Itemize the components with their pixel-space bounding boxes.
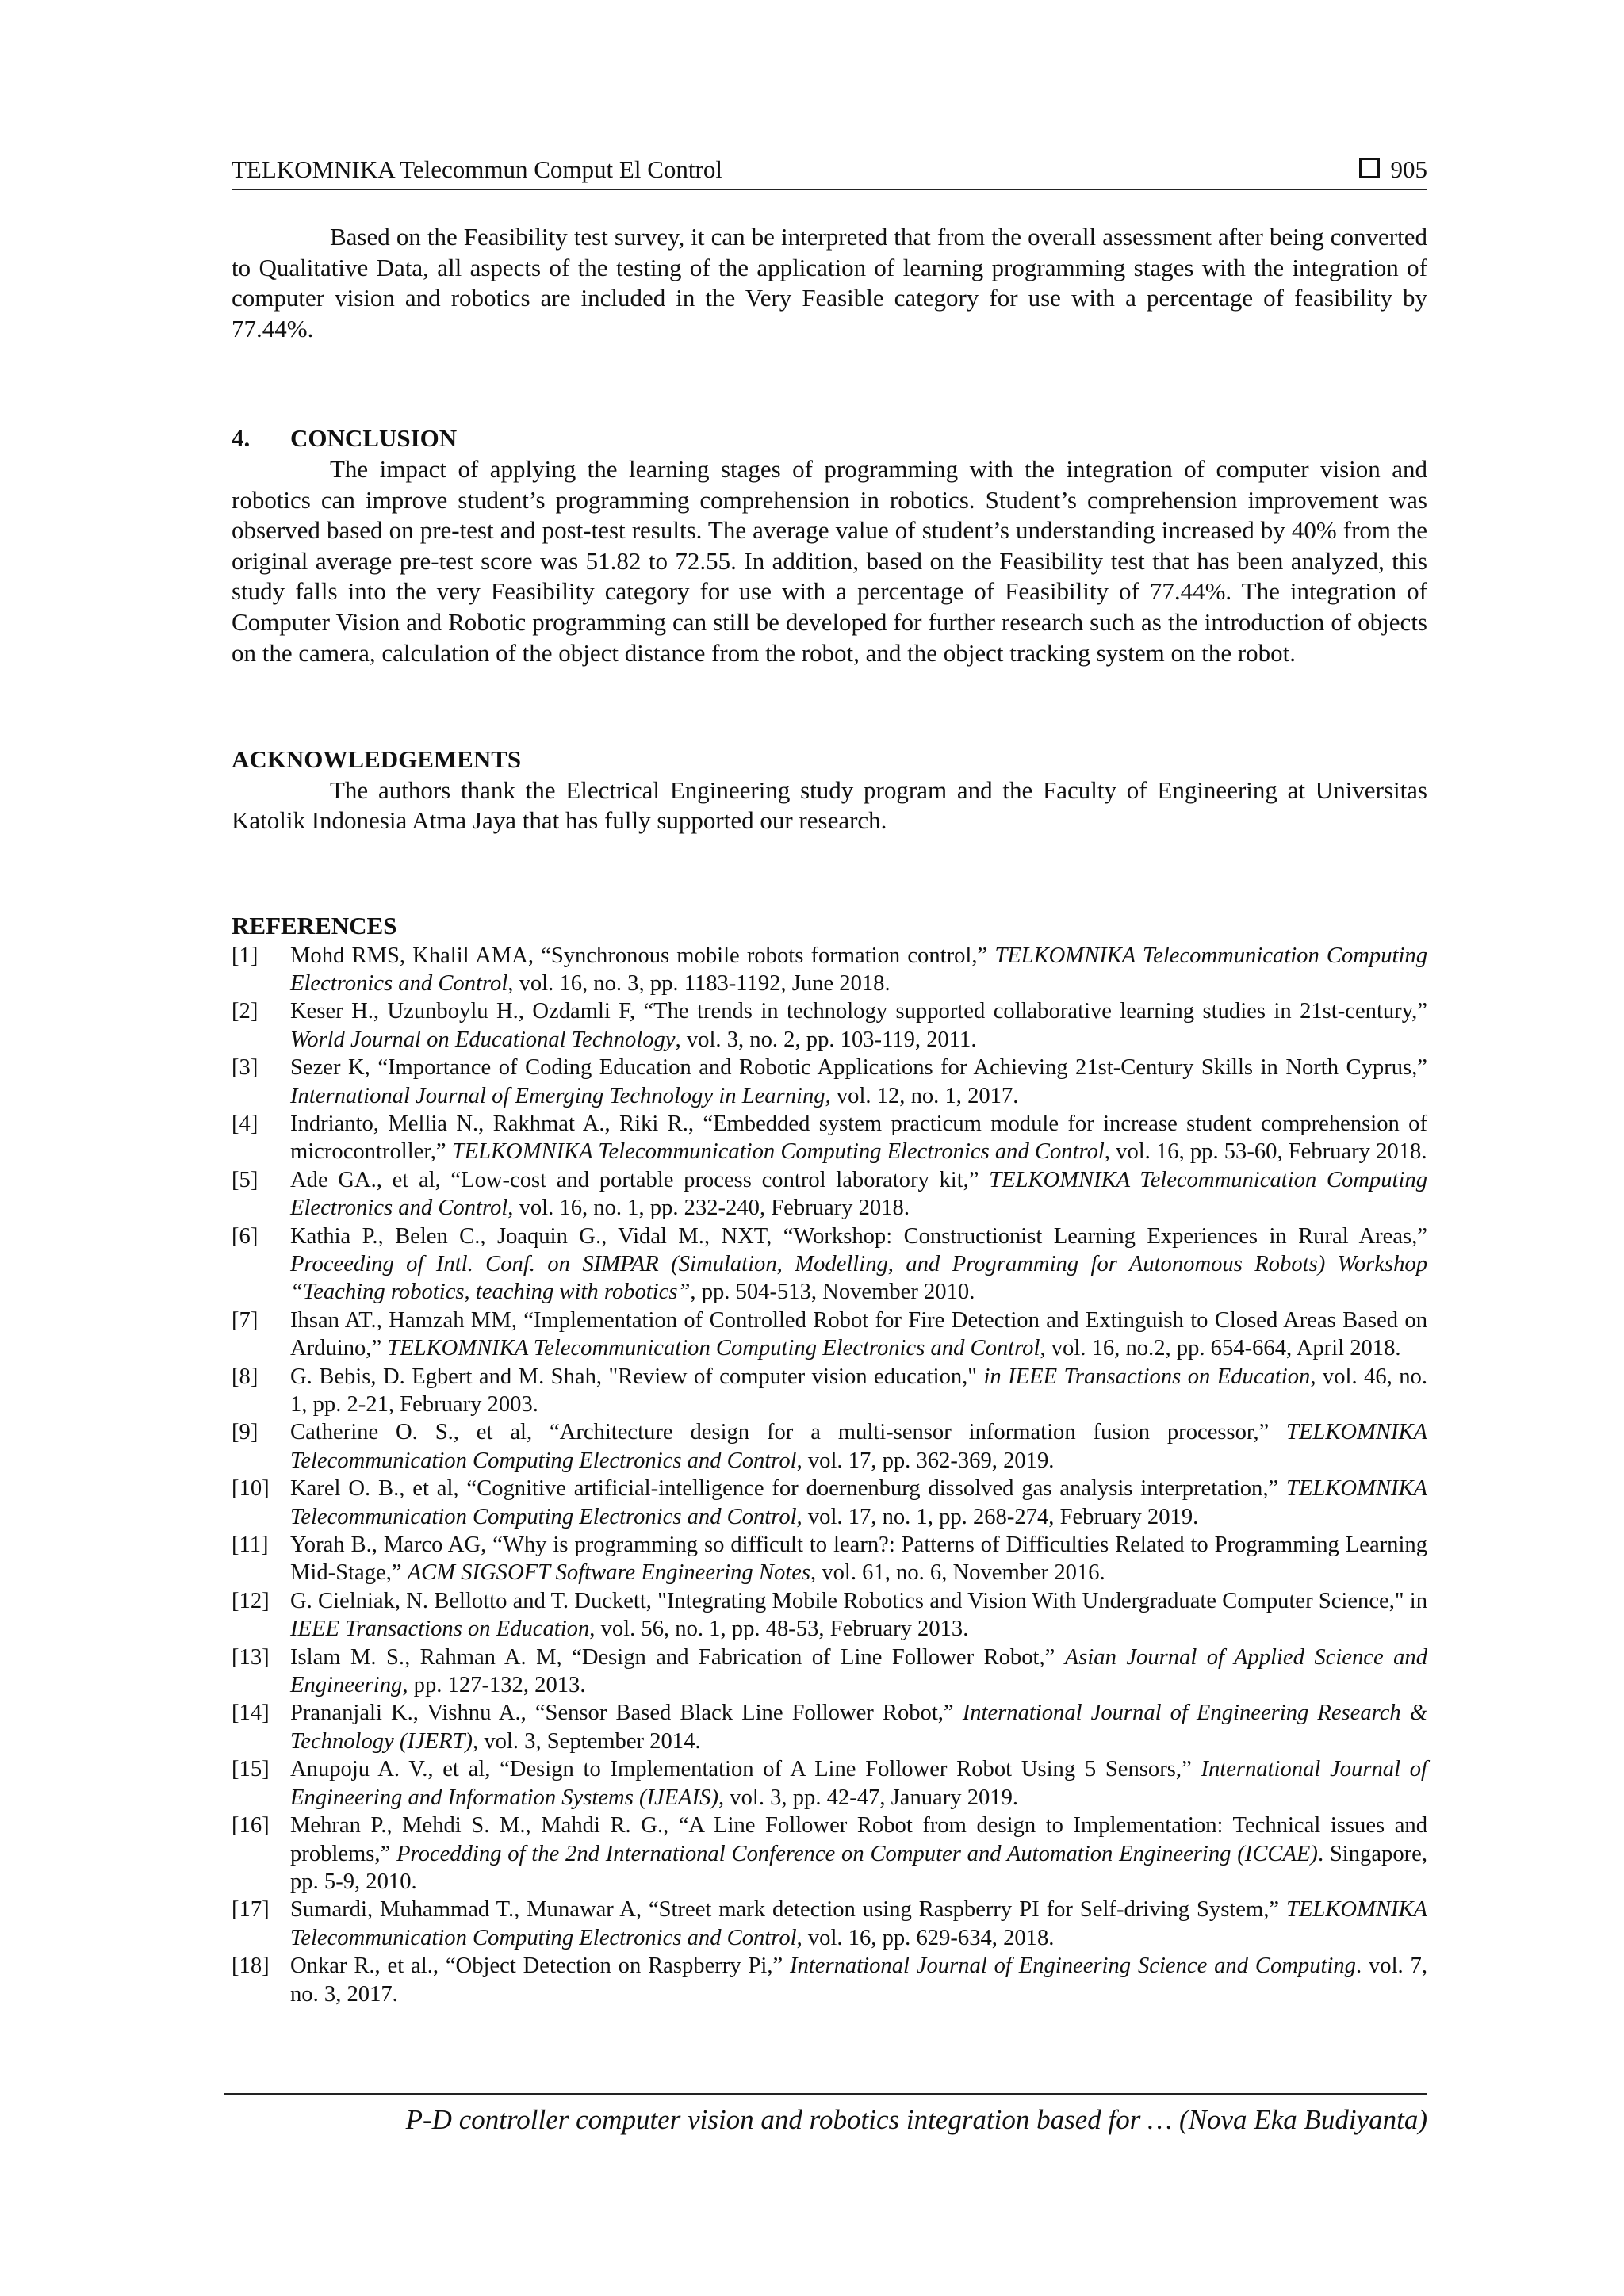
reference-number: [18]: [232, 1954, 270, 1979]
reference-details: . vol. 7, no. 3, 2017.: [290, 1954, 1427, 2007]
reference-item: [232, 1110, 1427, 1166]
reference-text: Anupoju A. V., et al, “Design to Implementation of A Line Follower Robot Using 5 Sensors,”: [290, 1757, 1201, 1782]
reference-number: [5]: [232, 1167, 259, 1192]
reference-venue: World Journal on Educational Technology: [290, 1027, 676, 1052]
reference-venue: TELKOMNIKA Telecommunication Computing Electronics and Control: [290, 1167, 1428, 1221]
reference-details: , vol. 46, no. 1, pp. 2-21, February 2003.: [290, 1364, 1427, 1417]
reference-item: [232, 1418, 1427, 1475]
reference-item: [232, 1812, 1427, 1896]
reference-venue: International Journal of Engineering Science and Computing: [790, 1954, 1356, 1979]
reference-text: Yorah B., Marco AG, “Why is programming so difficult to learn?: Patterns of Difficulties Related to Programming Learning Mid-Stage,”: [290, 1533, 1427, 1586]
reference-text: Indrianto, Mellia N., Rakhmat A., Riki R., “Embedded system practicum module for increase student comprehension of microcontroller,”: [290, 1111, 1427, 1165]
running-footer: P-D controller computer vision and robotics integration based for … (Nova Eka Budiyanta): [405, 2104, 1427, 2135]
reference-details: , vol. 16, no.2, pp. 654-664, April 2018.: [1040, 1336, 1401, 1361]
reference-details: , vol. 16, pp. 629-634, 2018.: [796, 1925, 1055, 1950]
reference-text: Islam M. S., Rahman A. M, “Design and Fabrication of Line Follower Robot,”: [290, 1644, 1065, 1670]
reference-item: [232, 997, 1427, 1054]
reference-venue: TELKOMNIKA Telecommunication Computing Electronics and Control,: [290, 1476, 1427, 1529]
section-number: 4.: [232, 424, 251, 453]
reference-details: , vol. 3, no. 2, pp. 103-119, 2011.: [675, 1027, 977, 1052]
reference-venue: TELKOMNIKA Telecommunication Computing Electronics and Control: [290, 1897, 1427, 1950]
reference-item: [232, 1644, 1427, 1700]
reference-text: Catherine O. S., et al, “Architecture design for a multi-sensor information fusion processor,”: [290, 1420, 1287, 1445]
reference-text: Mohd RMS, Khalil AMA, “Synchronous mobile robots formation control,”: [290, 943, 995, 968]
reference-venue: IEEE Transactions on Education: [290, 1617, 590, 1642]
page-number-block: [1359, 154, 1428, 186]
reference-list: [232, 942, 1427, 2008]
reference-number: [10]: [232, 1476, 270, 1502]
reference-venue: TELKOMNIKA Telecommunication Computing Electronics and Control: [290, 1420, 1427, 1473]
page-header: [232, 154, 1427, 190]
reference-details: , vol. 3, September 2014.: [473, 1728, 701, 1754]
reference-item: [232, 1531, 1427, 1587]
reference-details: , vol. 56, no. 1, pp. 48-53, February 2013.: [589, 1617, 969, 1642]
page-number: 905: [1390, 155, 1427, 183]
reference-number: [7]: [232, 1307, 259, 1333]
reference-item: [232, 1363, 1427, 1419]
reference-details: . Singapore, pp. 5-9, 2010.: [290, 1841, 1427, 1894]
reference-venue: TELKOMNIKA Telecommunication Computing Electronics and Control: [451, 1139, 1105, 1165]
reference-venue: International Journal of Engineering Research & Technology (IJERT): [290, 1701, 1427, 1754]
reference-item: [232, 942, 1427, 998]
reference-item: [232, 1896, 1427, 1952]
reference-number: [14]: [232, 1701, 270, 1726]
journal-name: TELKOMNIKA Telecommun Comput El Control: [232, 155, 722, 183]
reference-text: Ade GA., et al, “Low-cost and portable process control laboratory kit,”: [290, 1167, 990, 1192]
reference-text: G. Cielniak, N. Bellotto and T. Duckett, "Integrating Mobile Robotics and Vision With Undergraduate Computer Science," in: [290, 1588, 1427, 1613]
acknowledgements-heading: ACKNOWLEDGEMENTS: [232, 745, 522, 774]
reference-venue: International Journal of Emerging Technology in Learning,: [290, 1083, 831, 1108]
reference-item: [232, 1475, 1427, 1531]
reference-details: , vol. 16, pp. 53-60, February 2018.: [1104, 1139, 1427, 1165]
reference-item: [232, 1307, 1427, 1363]
reference-number: [17]: [232, 1897, 270, 1923]
reference-number: [16]: [232, 1813, 270, 1839]
reference-venue: in IEEE Transactions on Education: [983, 1364, 1311, 1389]
reference-number: [4]: [232, 1111, 259, 1136]
reference-venue: TELKOMNIKA Telecommunication Computing Electronics and Control: [290, 943, 1427, 996]
reference-venue: International Journal of Engineering and Information Systems (IJEAIS): [290, 1757, 1427, 1810]
reference-text: Onkar R., et al., “Object Detection on Raspberry Pi,”: [290, 1954, 791, 1979]
reference-details: , vol. 16, no. 1, pp. 232-240, February 2018.: [508, 1196, 910, 1221]
reference-item: [232, 1952, 1427, 2008]
page-body: [232, 222, 1427, 2008]
reference-details: , vol. 3, pp. 42-47, January 2019.: [718, 1785, 1019, 1810]
conclusion-heading: [232, 423, 1427, 454]
reference-details: , pp. 504-513, November 2010.: [690, 1280, 975, 1305]
reference-number: [9]: [232, 1420, 259, 1445]
reference-venue: Proceeding of Intl. Conf. on SIMPAR (Simulation, Modelling, and Programming for Autonomous Robots) Workshop “Teaching robotics, teaching with robotics”: [290, 1251, 1427, 1305]
reference-details: vol. 17, no. 1, pp. 268-274, February 2019.: [802, 1504, 1199, 1529]
reference-text: Sezer K, “Importance of Coding Education and Robotic Applications for Achieving 21st-Century Skills in North Cyprus,”: [290, 1055, 1427, 1081]
reference-number: [1]: [232, 943, 259, 968]
reference-text: Karel O. B., et al, “Cognitive artificial-intelligence for doernenburg dissolved gas analysis interpretation,”: [290, 1476, 1287, 1502]
reference-text: Mehran P., Mehdi S. M., Mahdi R. G., “A Line Follower Robot from design to Implementation: Technical issues and problems,”: [290, 1813, 1427, 1866]
square-bullet-icon: [1359, 158, 1380, 178]
reference-item: [232, 1054, 1427, 1110]
reference-number: [2]: [232, 999, 259, 1024]
conclusion-paragraph: The impact of applying the learning stages of programming with the integration of computer vision and robotics can improve student’s programming comprehension in robotics. Student’s comprehension improvement was observed based on pre-test and post-test results. The average value of student’s understanding increased by 40% from the original average pre-test score was 51.82 to 72.55. In addition, based on the Feasibility test that has been analyzed, this study falls into the very Feasibility category for use with a percentage of Feasibility of 77.44%. The integration of Computer Vision and Robotic programming can still be developed for further research such as the introduction of objects on the camera, calculation of the object distance from the robot, and the object tracking system on the robot.: [232, 454, 1427, 667]
reference-text: Sumardi, Muhammad T., Munawar A, “Street mark detection using Raspberry PI for Self-driving System,”: [290, 1897, 1287, 1923]
reference-number: [11]: [232, 1533, 269, 1558]
page-footer: [224, 2093, 1427, 2135]
reference-number: [8]: [232, 1364, 259, 1389]
reference-details: , vol. 61, no. 6, November 2016.: [810, 1560, 1105, 1586]
reference-venue: Procedding of the 2nd International Conference on Computer and Automation Engineering (ICCAE): [396, 1841, 1318, 1866]
reference-details: vol. 12, no. 1, 2017.: [830, 1083, 1019, 1108]
reference-number: [6]: [232, 1223, 259, 1249]
intro-paragraph: Based on the Feasibility test survey, it can be interpreted that from the overall assessment after being converted to Qualitative Data, all aspects of the testing of the application of learning programming stages with the integration of computer vision and robotics are included in the Very Feasible category for use with a percentage of feasibility by 77.44%.: [232, 223, 1427, 342]
reference-details: , pp. 127-132, 2013.: [402, 1673, 586, 1698]
reference-number: [3]: [232, 1055, 259, 1081]
reference-item: [232, 1223, 1427, 1307]
reference-details: , vol. 16, no. 3, pp. 1183-1192, June 2018.: [508, 970, 891, 996]
acknowledgements-paragraph: The authors thank the Electrical Engineering study program and the Faculty of Engineering at Universitas Katolik Indonesia Atma Jaya that has fully supported our research.: [232, 775, 1427, 835]
reference-text: Ihsan AT., Hamzah MM, “Implementation of Controlled Robot for Fire Detection and Extinguish to Closed Areas Based on Arduino,”: [290, 1307, 1427, 1361]
reference-venue: TELKOMNIKA Telecommunication Computing Electronics and Control: [387, 1336, 1040, 1361]
section-title: CONCLUSION: [290, 424, 458, 453]
reference-number: [15]: [232, 1757, 270, 1782]
reference-text: Prananjali K., Vishnu A., “Sensor Based Black Line Follower Robot,”: [290, 1701, 963, 1726]
reference-text: Kathia P., Belen C., Joaquin G., Vidal M., NXT, “Workshop: Constructionist Learning Experiences in Rural Areas,”: [290, 1223, 1427, 1249]
reference-text: G. Bebis, D. Egbert and M. Shah, "Review of computer vision education,": [290, 1364, 984, 1389]
reference-item: [232, 1166, 1427, 1223]
reference-number: [12]: [232, 1588, 270, 1613]
reference-venue: ACM SIGSOFT Software Engineering Notes: [407, 1560, 811, 1586]
reference-details: , vol. 17, pp. 362-369, 2019.: [796, 1448, 1055, 1473]
reference-item: [232, 1755, 1427, 1812]
reference-item: [232, 1587, 1427, 1644]
reference-venue: Asian Journal of Applied Science and Engineering: [290, 1644, 1427, 1698]
reference-text: Keser H., Uzunboylu H., Ozdamli F, “The trends in technology supported collaborative learning studies in 21st-century,”: [290, 999, 1427, 1024]
reference-item: [232, 1699, 1427, 1755]
references-heading: REFERENCES: [232, 911, 397, 939]
reference-number: [13]: [232, 1644, 270, 1670]
